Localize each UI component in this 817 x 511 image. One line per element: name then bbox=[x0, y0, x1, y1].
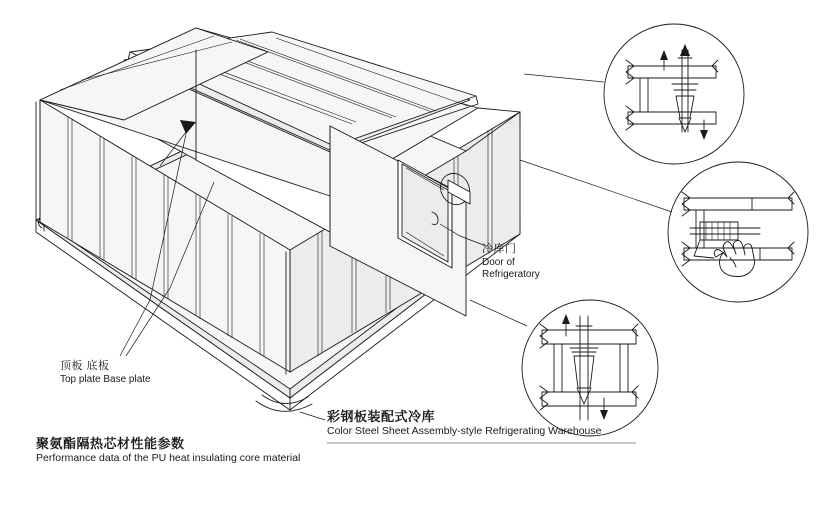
figure-title-cn: 彩钢板装配式冷库 bbox=[327, 409, 436, 424]
label-plates-cn: 顶板 底板 bbox=[60, 360, 110, 372]
label-door-en-line2: Refrigeratory bbox=[482, 269, 540, 281]
figure-caption bbox=[36, 436, 300, 465]
label-door-cn: 冷库门 bbox=[482, 243, 517, 255]
figure-title bbox=[327, 409, 602, 438]
label-top-base-plate bbox=[60, 360, 151, 386]
figure-title-en: Color Steel Sheet Assembly-style Refrigerating Warehouse bbox=[327, 425, 602, 438]
label-refrigeratory-door bbox=[482, 243, 540, 282]
label-door-en-line1: Door of bbox=[482, 256, 515, 268]
detail-top-joint bbox=[604, 24, 744, 164]
cold-room-body bbox=[36, 28, 520, 411]
detail-wall-fastener bbox=[668, 162, 808, 302]
label-plates-en: Top plate Base plate bbox=[60, 373, 151, 385]
figure-caption-cn: 聚氨酯隔热芯材性能参数 bbox=[36, 436, 185, 451]
figure-caption-en: Performance data of the PU heat insulating core material bbox=[36, 452, 301, 465]
